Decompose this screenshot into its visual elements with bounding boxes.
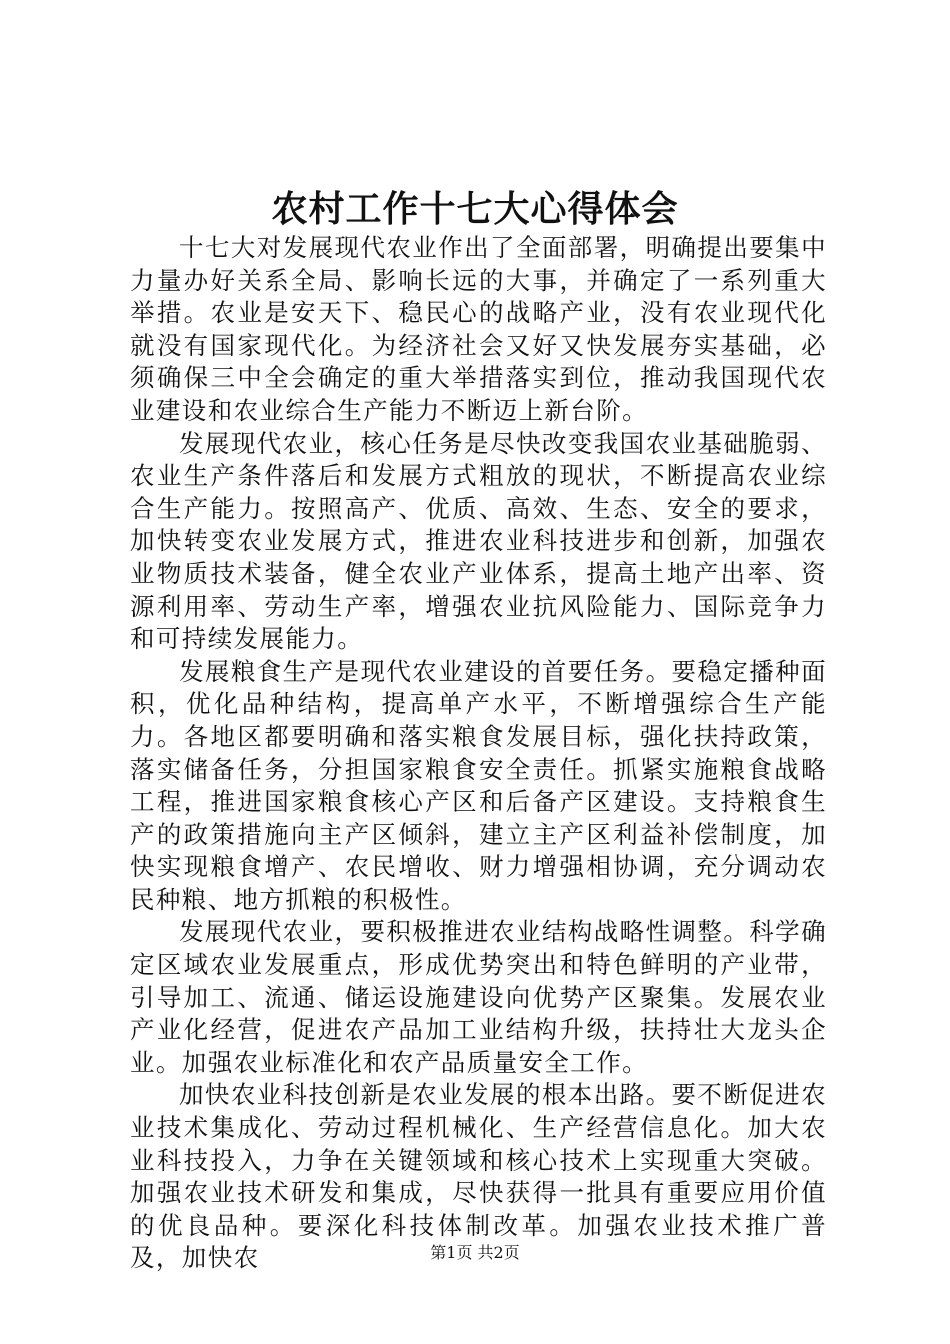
page-footer: [0, 1242, 950, 1264]
document-body: [130, 232, 827, 1275]
body-paragraph: 发展现代农业，要积极推进农业结构战略性调整。科学确定区域农业发展重点，形成优势突出和特色鲜明的产业带，引导加工、流通、储运设施建设向优势产区聚集。发展农业产业化经营，促进农产品加工业结构升级，扶持壮大龙头企业。加强农业标准化和农产品质量安全工作。: [130, 917, 827, 1077]
body-paragraph: 加快农业科技创新是农业发展的根本出路。要不断促进农业技术集成化、劳动过程机械化、生产经营信息化。加大农业科技投入，力争在关键领域和核心技术上实现重大突破。加强农业技术研发和集成，尽快获得一批具有重要应用价值的优良品种。要深化科技体制改革。加强农业技术推广普及，加快农: [130, 1080, 827, 1273]
body-paragraph: 发展粮食生产是现代农业建设的首要任务。要稳定播种面积，优化品种结构，提高单产水平，不断增强综合生产能力。各地区都要明确和落实粮食发展目标，强化扶持政策，落实储备任务，分担国家粮食安全责任。抓紧实施粮食战略工程，推进国家粮食核心产区和后备产区建设。支持粮食生产的政策措施向主产区倾斜，建立主产区利益补偿制度，加快实现粮食增产、农民增收、财力增强相协调，充分调动农民种粮、地方抓粮的积极性。: [130, 656, 827, 914]
page-number-indicator: 第1页 共2页: [430, 1243, 520, 1262]
body-paragraph: 发展现代农业，核心任务是尽快改变我国农业基础脆弱、农业生产条件落后和发展方式粗放的现状，不断提高农业综合生产能力。按照高产、优质、高效、生态、安全的要求，加快转变农业发展方式，推进农业科技进步和创新，加强农业物质技术装备，健全农业产业体系，提高土地产出率、资源利用率、劳动生产率，增强农业抗风险能力、国际竞争力和可持续发展能力。: [130, 428, 827, 654]
document-title: 农村工作十七大心得体会: [271, 188, 679, 230]
body-paragraph: 十七大对发展现代农业作出了全面部署，明确提出要集中力量办好关系全局、影响长远的大事，并确定了一系列重大举措。农业是安天下、稳民心的战略产业，没有农业现代化就没有国家现代化。为经济社会又好又快发展夯实基础，必须确保三中全会确定的重大举措落实到位，推动我国现代农业建设和农业综合生产能力不断迈上新台阶。: [130, 233, 827, 425]
